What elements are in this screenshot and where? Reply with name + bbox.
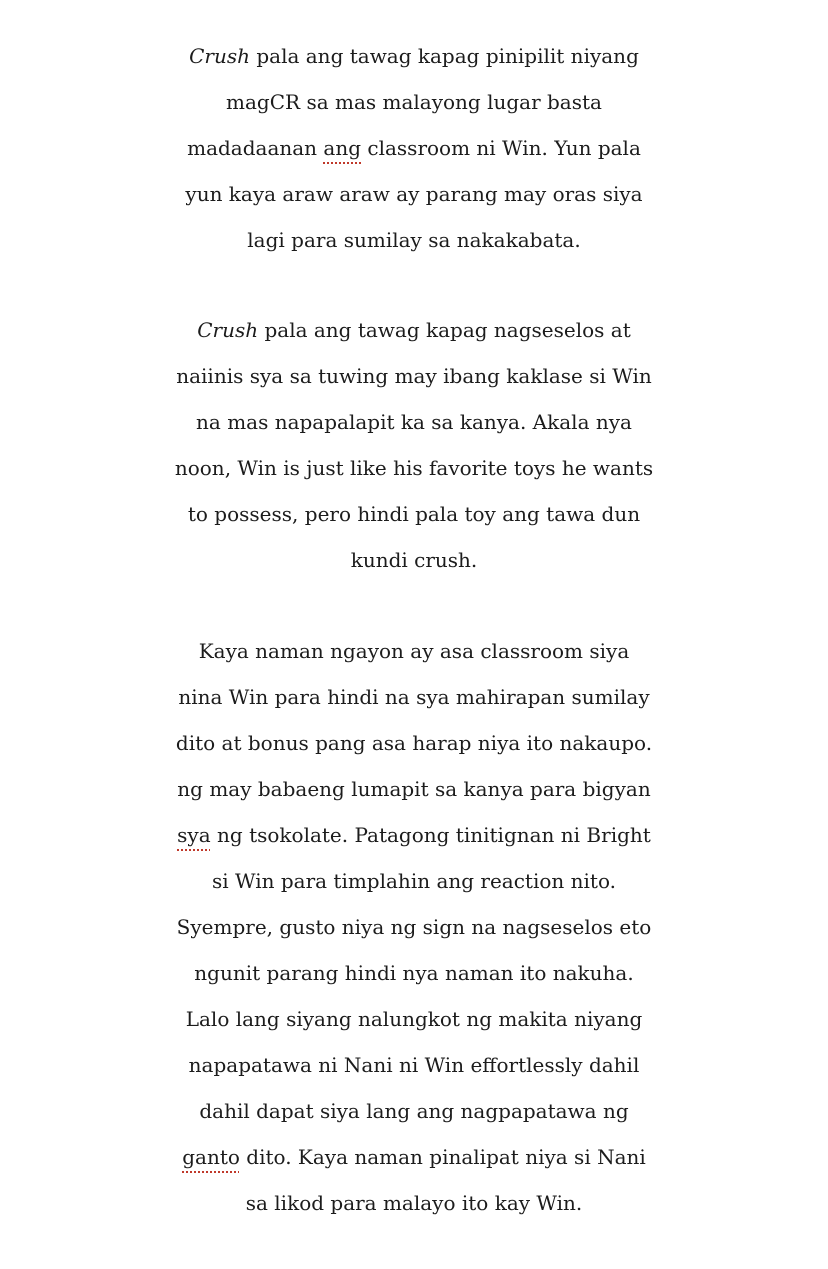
text-line: ng may babaeng lumapit sa kanya para bigyan (177, 777, 651, 801)
text-run: pala ang tawag kapag pinipilit niyang (250, 44, 639, 68)
text-line: Syempre, gusto niya ng sign na nagseselos eto (176, 915, 652, 939)
text-line: kundi crush. (350, 548, 478, 572)
emphasized-word: Crush (197, 318, 259, 342)
text-line: Kaya naman ngayon ay asa classroom siya (198, 639, 630, 663)
text-line (0, 307, 828, 353)
text-line (0, 33, 828, 79)
text-line (0, 812, 828, 858)
text-run: madadaanan (187, 136, 324, 160)
text-line: nina Win para hindi na sya mahirapan sumilay (178, 685, 650, 709)
text-run: ng tsokolate. Patagong tinitignan ni Bright (210, 823, 651, 847)
text-line: Lalo lang siyang nalungkot ng makita niyang (185, 1007, 643, 1031)
text-line: dahil dapat siya lang ang nagpapatawa ng (199, 1099, 629, 1123)
spellcheck-flagged-word[interactable]: ang (323, 136, 362, 160)
text-line: noon, Win is just like his favorite toys he wants (174, 456, 654, 480)
text-line: napapatawa ni Nani ni Win effortlessly dahil (188, 1053, 640, 1077)
text-line: sa likod para malayo ito kay Win. (245, 1191, 583, 1215)
emphasized-word: Crush (189, 44, 250, 68)
text-run: pala ang tawag kapag nagseselos at (258, 318, 631, 342)
text-line (0, 125, 828, 171)
text-line: lagi para sumilay sa nakakabata. (247, 228, 581, 252)
text-line: dito at bonus pang asa harap niya ito nakaupo. (175, 731, 653, 755)
spellcheck-flagged-word[interactable]: ganto (182, 1145, 240, 1169)
paragraph-3 (0, 628, 828, 1226)
paragraph-2 (0, 307, 828, 583)
text-run: dito. Kaya naman pinalipat niya si Nani (239, 1145, 646, 1169)
text-line: yun kaya araw araw ay parang may oras siya (185, 182, 643, 206)
text-line: to possess, pero hindi pala toy ang tawa dun (187, 502, 641, 526)
text-run: classroom ni Win. Yun pala (361, 136, 641, 160)
text-line: naiinis sya sa tuwing may ibang kaklase si Win (176, 364, 652, 388)
text-line: magCR sa mas malayong lugar basta (226, 90, 602, 114)
text-line: si Win para timplahin ang reaction nito. (211, 869, 617, 893)
text-line (0, 1134, 828, 1180)
paragraph-1 (0, 33, 828, 263)
spellcheck-flagged-word[interactable]: sya (177, 823, 211, 847)
text-line: ngunit parang hindi nya naman ito nakuha. (194, 961, 634, 985)
text-line: na mas napapalapit ka sa kanya. Akala nya (196, 410, 632, 434)
